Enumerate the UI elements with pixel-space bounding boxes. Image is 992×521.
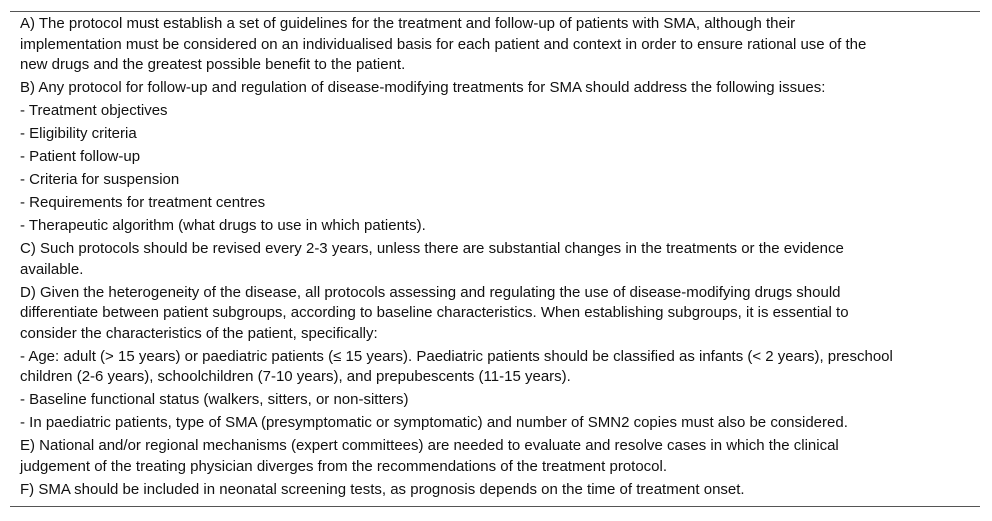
row-text-line: - Treatment objectives xyxy=(20,102,168,120)
table-row xyxy=(20,239,970,280)
row-text-line: differentiate between patient subgroups, according to baseline characteristics. When establishing subgroups, it is essential to xyxy=(20,304,849,322)
row-text-line: implementation must be considered on an individualised basis for each patient and context in order to ensure rational use of the xyxy=(20,35,867,53)
recommendations-table xyxy=(10,11,980,507)
row-text-line: - Criteria for suspension xyxy=(20,171,180,189)
row-text-line: - Requirements for treatment centres xyxy=(20,194,266,212)
table-row xyxy=(20,216,970,237)
row-text-line: - In paediatric patients, type of SMA (presymptomatic or symptomatic) and number of SMN2 copies must also be considered. xyxy=(20,414,848,432)
row-text-line: F) SMA should be included in neonatal screening tests, as prognosis depends on the time of treatment onset. xyxy=(20,480,745,498)
row-text-line: - Patient follow-up xyxy=(20,148,141,166)
row-text-line: - Baseline functional status (walkers, sitters, or non-sitters) xyxy=(20,391,409,409)
row-text-line: - Therapeutic algorithm (what drugs to use in which patients). xyxy=(20,217,426,235)
row-text-line: B) Any protocol for follow-up and regulation of disease-modifying treatments for SMA should address the following issues: xyxy=(20,79,826,97)
table-row xyxy=(20,413,970,434)
row-text-line: consider the characteristics of the patient, specifically: xyxy=(20,324,378,342)
row-text-line: judgement of the treating physician diverges from the recommendations of the treatment protocol. xyxy=(20,457,668,475)
row-text-line: E) National and/or regional mechanisms (expert committees) are needed to evaluate and resolve cases in which the clinical xyxy=(20,437,839,455)
table-row xyxy=(20,347,970,388)
table-row xyxy=(20,170,970,191)
row-text-line: available. xyxy=(20,260,84,278)
table-row xyxy=(20,193,970,214)
table-row xyxy=(20,147,970,168)
row-text-line: new drugs and the greatest possible benefit to the patient. xyxy=(20,56,406,74)
row-text-line: A) The protocol must establish a set of guidelines for the treatment and follow-up of patients with SMA, although their xyxy=(20,15,796,32)
row-text-line: D) Given the heterogeneity of the disease, all protocols assessing and regulating the use of disease-modifying drugs should xyxy=(20,283,841,301)
table-row xyxy=(20,124,970,145)
table-row xyxy=(20,436,970,477)
table-body xyxy=(20,14,970,501)
table-row xyxy=(20,283,970,345)
row-text-line: children (2-6 years), schoolchildren (7-10 years), and prepubescents (11-15 years). xyxy=(20,368,571,386)
row-text-line: C) Such protocols should be revised every 2-3 years, unless there are substantial changes in the treatments or the evidence xyxy=(20,240,844,258)
table-row xyxy=(20,78,970,99)
row-text-line: - Eligibility criteria xyxy=(20,125,137,143)
table-row xyxy=(20,14,970,76)
table-row xyxy=(20,101,970,122)
table-row xyxy=(20,480,970,501)
table-row xyxy=(20,390,970,411)
row-text-line: - Age: adult (> 15 years) or paediatric patients (≤ 15 years). Paediatric patients should be classified as infants (< 2 years), preschool xyxy=(20,347,893,365)
